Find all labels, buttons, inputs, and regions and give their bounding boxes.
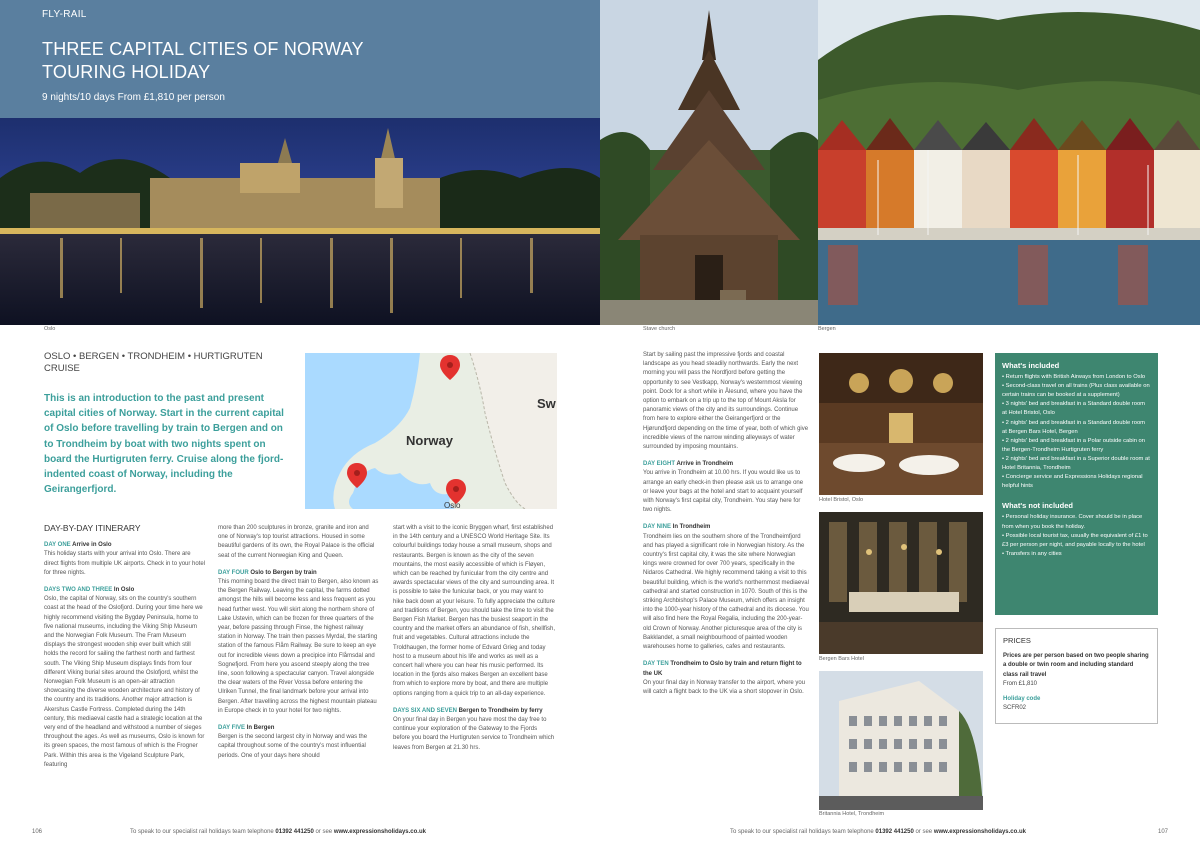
day-nine-text: Trondheim lies on the southern shore of the Trondheimfjord and has played a significant role in Norwegian history. As the country's first capital city, it was the site where Norwegian kings were crowned for over 700 years, specifically in the Nidaros Cathedral. We highly recommend taking a visit to this beautiful building, which is the world's northernmost mediaeval cathedral and started construction in 1070. South of this is the striking Archbishop's Palace Museum, which offers an insight into the 1000-year history of the cathedral and its diocese. You will also find here the Royal Regalia, including the 200-year-old Crown of Norway. Another picturesque area of the city is Bakklandet, a small neighbourhood of painted wooden warehouses home to galleries, cafes and restaurants. [643, 533, 809, 651]
stave-caption: Stave church [643, 326, 676, 332]
whats-included-box [995, 353, 1158, 615]
footer-phone[interactable]: 01392 441250 [275, 829, 314, 835]
route-map [305, 353, 557, 509]
not-included-item: • Personal holiday insurance. Cover should be in place from when you book the holiday. [1002, 513, 1151, 531]
not-included-heading: What's not included [1002, 501, 1073, 511]
days-two-three-text: Oslo, the capital of Norway, sits on the country's southern coast at the head of the Oslofjord. During your time here we highly recommend visiting the Bygdøy Peninsula, home to five national museums, including the Viking Ship Museum and the Norwegian Folk Museum. The Fram Museum displays the strongest wooden ship ever built which still holds the record for sailing the farthest north and farthest south. The Viking Ship Museum displays finds from four different Viking burial sites around the Oslofjord, whilst the Norwegian Folk Museum is an open-air attraction showcasing the diverse wooden architecture and history of the country and its traditions. Another major attraction is Akershus Castle Fortress. Completed during the 14th century, this mediaeval castle had a strategic location at the very end of the headland and withstood a number of sieges throughout the ages. As well as museums, Oslo is known for its green spaces, the most famous of which is the Frogner Park. Within this area is the Vigeland Sculpture Park, featuring [44, 596, 205, 768]
days-six-seven-text: On your final day in Bergen you have most the day free to continue your exploration of the Gateway to the Fjords before you board the Hurtigruten service to Trondheim which leaves from Bergen at 21.30 hrs. [393, 717, 555, 751]
page-number-right: 107 [1158, 829, 1169, 835]
oslo-caption: Oslo [44, 326, 56, 332]
not-included-list [1002, 513, 1151, 558]
intro-paragraph: This is an introduction to the past and present capital cities of Norway. Start in the current capital of Oslo before travelling by train to Bergen and on to Trondheim by boat with two nights spent on board the Hurtigruten ferry. Cruise along the fjord-indented coast of Norway, including the Geirangerfjord. [44, 393, 284, 496]
included-item: • Second-class travel on all trains (Plus class available on certain trains can be booked at a supplement) [1002, 382, 1151, 400]
duration-price: 9 nights/10 days From £1,810 per person [42, 92, 225, 103]
included-item: • 2 nights' bed and breakfast in a Superior double room at Hotel Britannia, Trondheim [1002, 455, 1151, 473]
section-kicker: FLY-RAIL [42, 9, 87, 20]
included-list [1002, 373, 1151, 491]
bars-caption: Bergen Bars Hotel [819, 656, 864, 662]
included-item: • Return flights with British Airways from London to Oslo [1002, 373, 1151, 382]
itinerary-column-2 [218, 524, 380, 769]
bergen-bars-hotel-photo [819, 512, 983, 654]
footer-phone[interactable]: 01392 441250 [875, 829, 914, 835]
included-heading: What's included [1002, 361, 1060, 370]
day-five-continued: start with a visit to the iconic Bryggen wharf, first established in the 14th century and a UNESCO World Heritage Site. Its colourful buildings today house a small museum, shops and restaurants. Bergen is known as the city of the seven mountains, the most easily accessible of which is Fløyen, which can be reached by funicular from the city centre and awards spectacular views of the city and surrounding area. It is possible to take the funicular back, or you may want to hike back down at your leisure. To fully appreciate the culture and traditions of Bergen, you should take the time to visit the Bergen Fish Market. Bergen has the busiest seaport in the country and the market offers an abundance of fish, shellfish, fruit and vegetables. Cultural attractions include the Troldhaugen, the former home of Edvard Grieg and today host to a museum about his life and works as well as a concert hall where you can hear his music performed. Its location in the fjords also makes Bergen an excellent base from which to explore more by boat, and there are multiple options ranging from a quick trip to an all-day experience. [393, 525, 555, 697]
days-two-three-heading: DAYS TWO AND THREE In Oslo [44, 587, 135, 594]
map-label-sweden: Sw [537, 396, 556, 411]
included-item: • Concierge service and Expressions Holidays regional helpful hints [1002, 473, 1151, 491]
oslo-photo [0, 118, 600, 325]
day-nine-heading: DAY NINE In Trondheim [643, 524, 711, 531]
page-number-left: 106 [32, 829, 43, 835]
bergen-photo [818, 0, 1200, 325]
day-one-text: This holiday starts with your arrival into Oslo. There are direct flights from multiple UK airports. Check in to your hotel for three nights. [44, 551, 206, 576]
price-from: From £1,810 [1003, 681, 1038, 687]
itinerary-column-1 [44, 524, 206, 778]
not-included-item: • Transfers in any cities [1002, 550, 1151, 559]
day-ten-heading: DAY TEN Trondheim to Oslo by train and return flight to the UK [643, 661, 802, 677]
britannia-caption: Britannia Hotel, Trondheim [819, 811, 885, 817]
holiday-code-label: Holiday code [1003, 695, 1041, 702]
day-four-text: This morning board the direct train to Bergen, also known as the Bergen Railway. Leaving the capital, the farms dotted amongst the hills will become less and less frequent as you head further west. You will skirt along the northern shore of Lake Ustevin, which can be frozen for three quarters of the year, before passing through Finse, the highest railway station in Norway. The train then passes Myrdal, the starting station of the famous Flåm Railway. Be sure to keep an eye out for incredible views down a precipice into Flåmsdal and Sognefjord. From here you ascend steeply along the tree line, soon following a spectacular canyon. Travel alongside the clear waters of the River Vossa before entering the Ulriken Tunnel, the final landmark before your arrival into Bergen. After travelling across the highest mountain plateau in Europe check in to your hotel for two nights. [218, 579, 379, 714]
day-four-heading: DAY FOUR Oslo to Bergen by train [218, 569, 317, 576]
itinerary-column-3 [393, 524, 555, 761]
included-item: • 2 nights' bed and breakfast in a Standard double room at Bergen Bars Hotel, Bergen [1002, 419, 1151, 437]
footer-website-link[interactable]: www.expressionsholidays.co.uk [333, 829, 426, 835]
day-eight-heading: DAY EIGHT Arrive in Trondheim [643, 461, 734, 468]
day-one-heading: DAY ONE Arrive in Oslo [44, 542, 112, 549]
itinerary-column-4 [643, 351, 809, 705]
included-item: • 2 nights' bed and breakfast in a Polar outside cabin on the Bergen-Trondheim Hurtigruten ferry [1002, 437, 1151, 455]
hotel-bristol-photo [819, 353, 983, 495]
title-line-1: THREE CAPITAL CITIES OF NORWAY [42, 39, 364, 59]
prices-box [995, 628, 1158, 724]
day-eight-text: You arrive in Trondheim at 10.00 hrs. If you would like us to arrange an early check-in then please ask us to arrange one or leave your bags at the hotel and start to acquaint yourself with Norway's first capital city, Trondheim. You stay here for two nights. [643, 470, 804, 514]
map-label-oslo: Oslo [444, 501, 461, 509]
days-six-seven-continued: Start by sailing past the impressive fjords and coastal landscape as you head steadily northwards. Early the next morning you will pass the Nordfjord before getting the opportunity to see Vestkapp, Norway's westernmost viewing point. Dock for a short while in Ålesund, where you have the option to embark on a trip up to the top of Mount Aksla for panoramic views of the city and its surroundings. Continue from here to explore either the Geirangerfjord or the Hjørundfjord depending on the time of year, both of which give incredible views of the narrow winding alleyways of water surrounded by imposing mountains. [643, 352, 809, 451]
day-ten-text: On your final day in Norway transfer to the airport, where you will catch a flight back to the UK via a short stopover in Oslo. [643, 679, 806, 695]
footer-contact-right: To speak to our specialist rail holidays team telephone 01392 441250 or see www.expressionsholidays.co.uk [730, 829, 1026, 835]
itinerary-heading: DAY-BY-DAY ITINERARY [44, 523, 141, 533]
route-heading: OSLO • BERGEN • TRONDHEIM • HURTIGRUTEN CRUISE [44, 351, 263, 374]
bergen-caption: Bergen [818, 326, 836, 332]
map-label-norway: Norway [406, 433, 453, 448]
footer-website-link[interactable]: www.expressionsholidays.co.uk [933, 829, 1026, 835]
days-six-seven-heading: DAYS SIX AND SEVEN Bergen to Trondheim by ferry [393, 707, 543, 714]
bristol-caption: Hotel Bristol, Oslo [819, 497, 864, 503]
included-item: • 3 nights' bed and breakfast in a Standard double room at Hotel Bristol, Oslo [1002, 400, 1151, 418]
britannia-hotel-photo [819, 671, 983, 810]
days-two-three-continued: more than 200 sculptures in bronze, granite and iron and one of Norway's top tourist attractions. Housed in some beautiful gardens of its own, the Royal Palace is the official seat of the current Norwegian King and Queen. [218, 525, 375, 559]
not-included-item: • Possible local tourist tax, usually the equivalent of £1 to £3 per person per night, and payable locally to the hotel [1002, 532, 1151, 550]
title-line-2: TOURING HOLIDAY [42, 62, 211, 82]
prices-description: Prices are per person based on two people sharing a double or twin room and including standard class rail travel [1003, 652, 1149, 678]
prices-heading: PRICES [1003, 636, 1031, 645]
day-five-heading: DAY FIVE In Bergen [218, 725, 275, 732]
page-title [42, 38, 462, 84]
holiday-code: SCFR02 [1003, 705, 1027, 711]
day-five-text: Bergen is the second largest city in Norway and was the capital throughout some of the country's most influential periods. One of your days here should [218, 734, 368, 759]
footer-contact-left: To speak to our specialist rail holidays team telephone 01392 441250 or see www.expressionsholidays.co.uk [130, 829, 426, 835]
stave-church-photo [600, 0, 818, 325]
